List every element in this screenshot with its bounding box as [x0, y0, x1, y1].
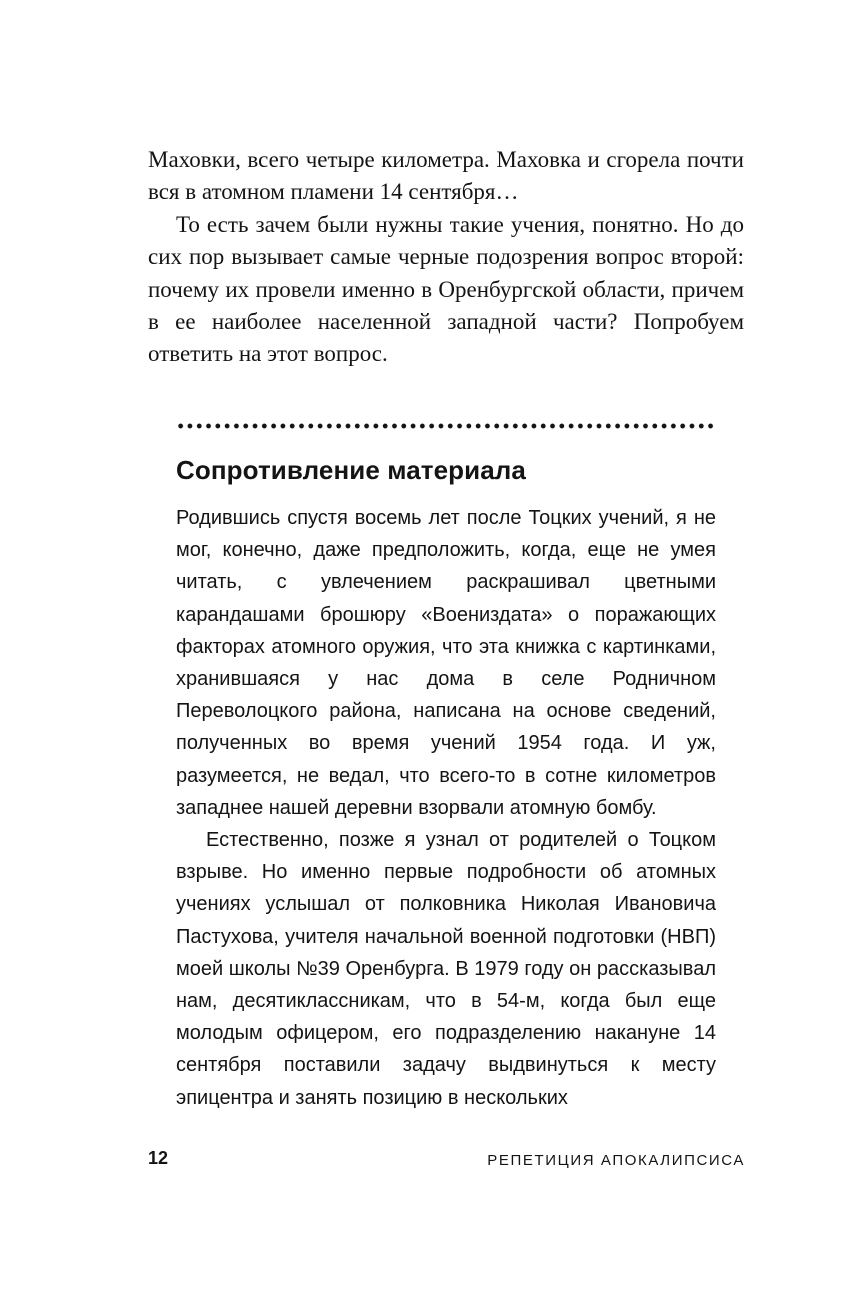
- section-paragraph-2: Естественно, позже я узнал от родителей о Тоцком взрыве. Но именно первые подробности об атомных учениях услышал от полковника Николая Ивановича Пастухова, учителя начальной военной подготовки (НВП) моей школы №39 Оренбурга. В 1979 году он рассказывал нам, десятиклассникам, что в 54-м, когда был еще молодым офицером, его подразделению накануне 14 сентября поставили задачу выдвинуться к месту эпицентра и занять позицию в нескольких: [176, 829, 716, 1109]
- intro-paragraph-1: Маховки, всего четыре километра. Маховка и сгорела почти вся в атомном пламени 14 сентября…: [148, 147, 744, 205]
- page-number: 12: [148, 1148, 169, 1168]
- section-block: [176, 450, 716, 1114]
- section-paragraph-1: Родившись спустя восемь лет после Тоцких учений, я не мог, конечно, даже предположить, когда, еще не умея читать, с увлечением раскрашивал цветными карандашами брошюру «Воениздата» о поражающих факторах атомного оружия, что эта книжка с картинками, хранившаяся у нас дома в селе Родничном Переволоцкого района, написана на основе сведений, полученных во время учений 1954 года. И уж, разумеется, не ведал, что всего-то в сотне километров западнее нашей деревни взорвали атомную бомбу.: [176, 507, 716, 819]
- intro-text: [148, 144, 744, 371]
- running-title: РЕПЕТИЦИЯ АПОКАЛИПСИСА: [487, 1152, 745, 1169]
- dotted-divider: [176, 423, 716, 429]
- section-heading: Сопротивление материала: [176, 455, 526, 485]
- intro-paragraph-2: То есть зачем были нужны такие учения, понятно. Но до сих пор вызывает самые черные подозрения вопрос второй: почему их провели именно в Оренбургской области, причем в ее наиболее населенной западной части? Попробуем ответить на этот вопрос.: [148, 211, 744, 367]
